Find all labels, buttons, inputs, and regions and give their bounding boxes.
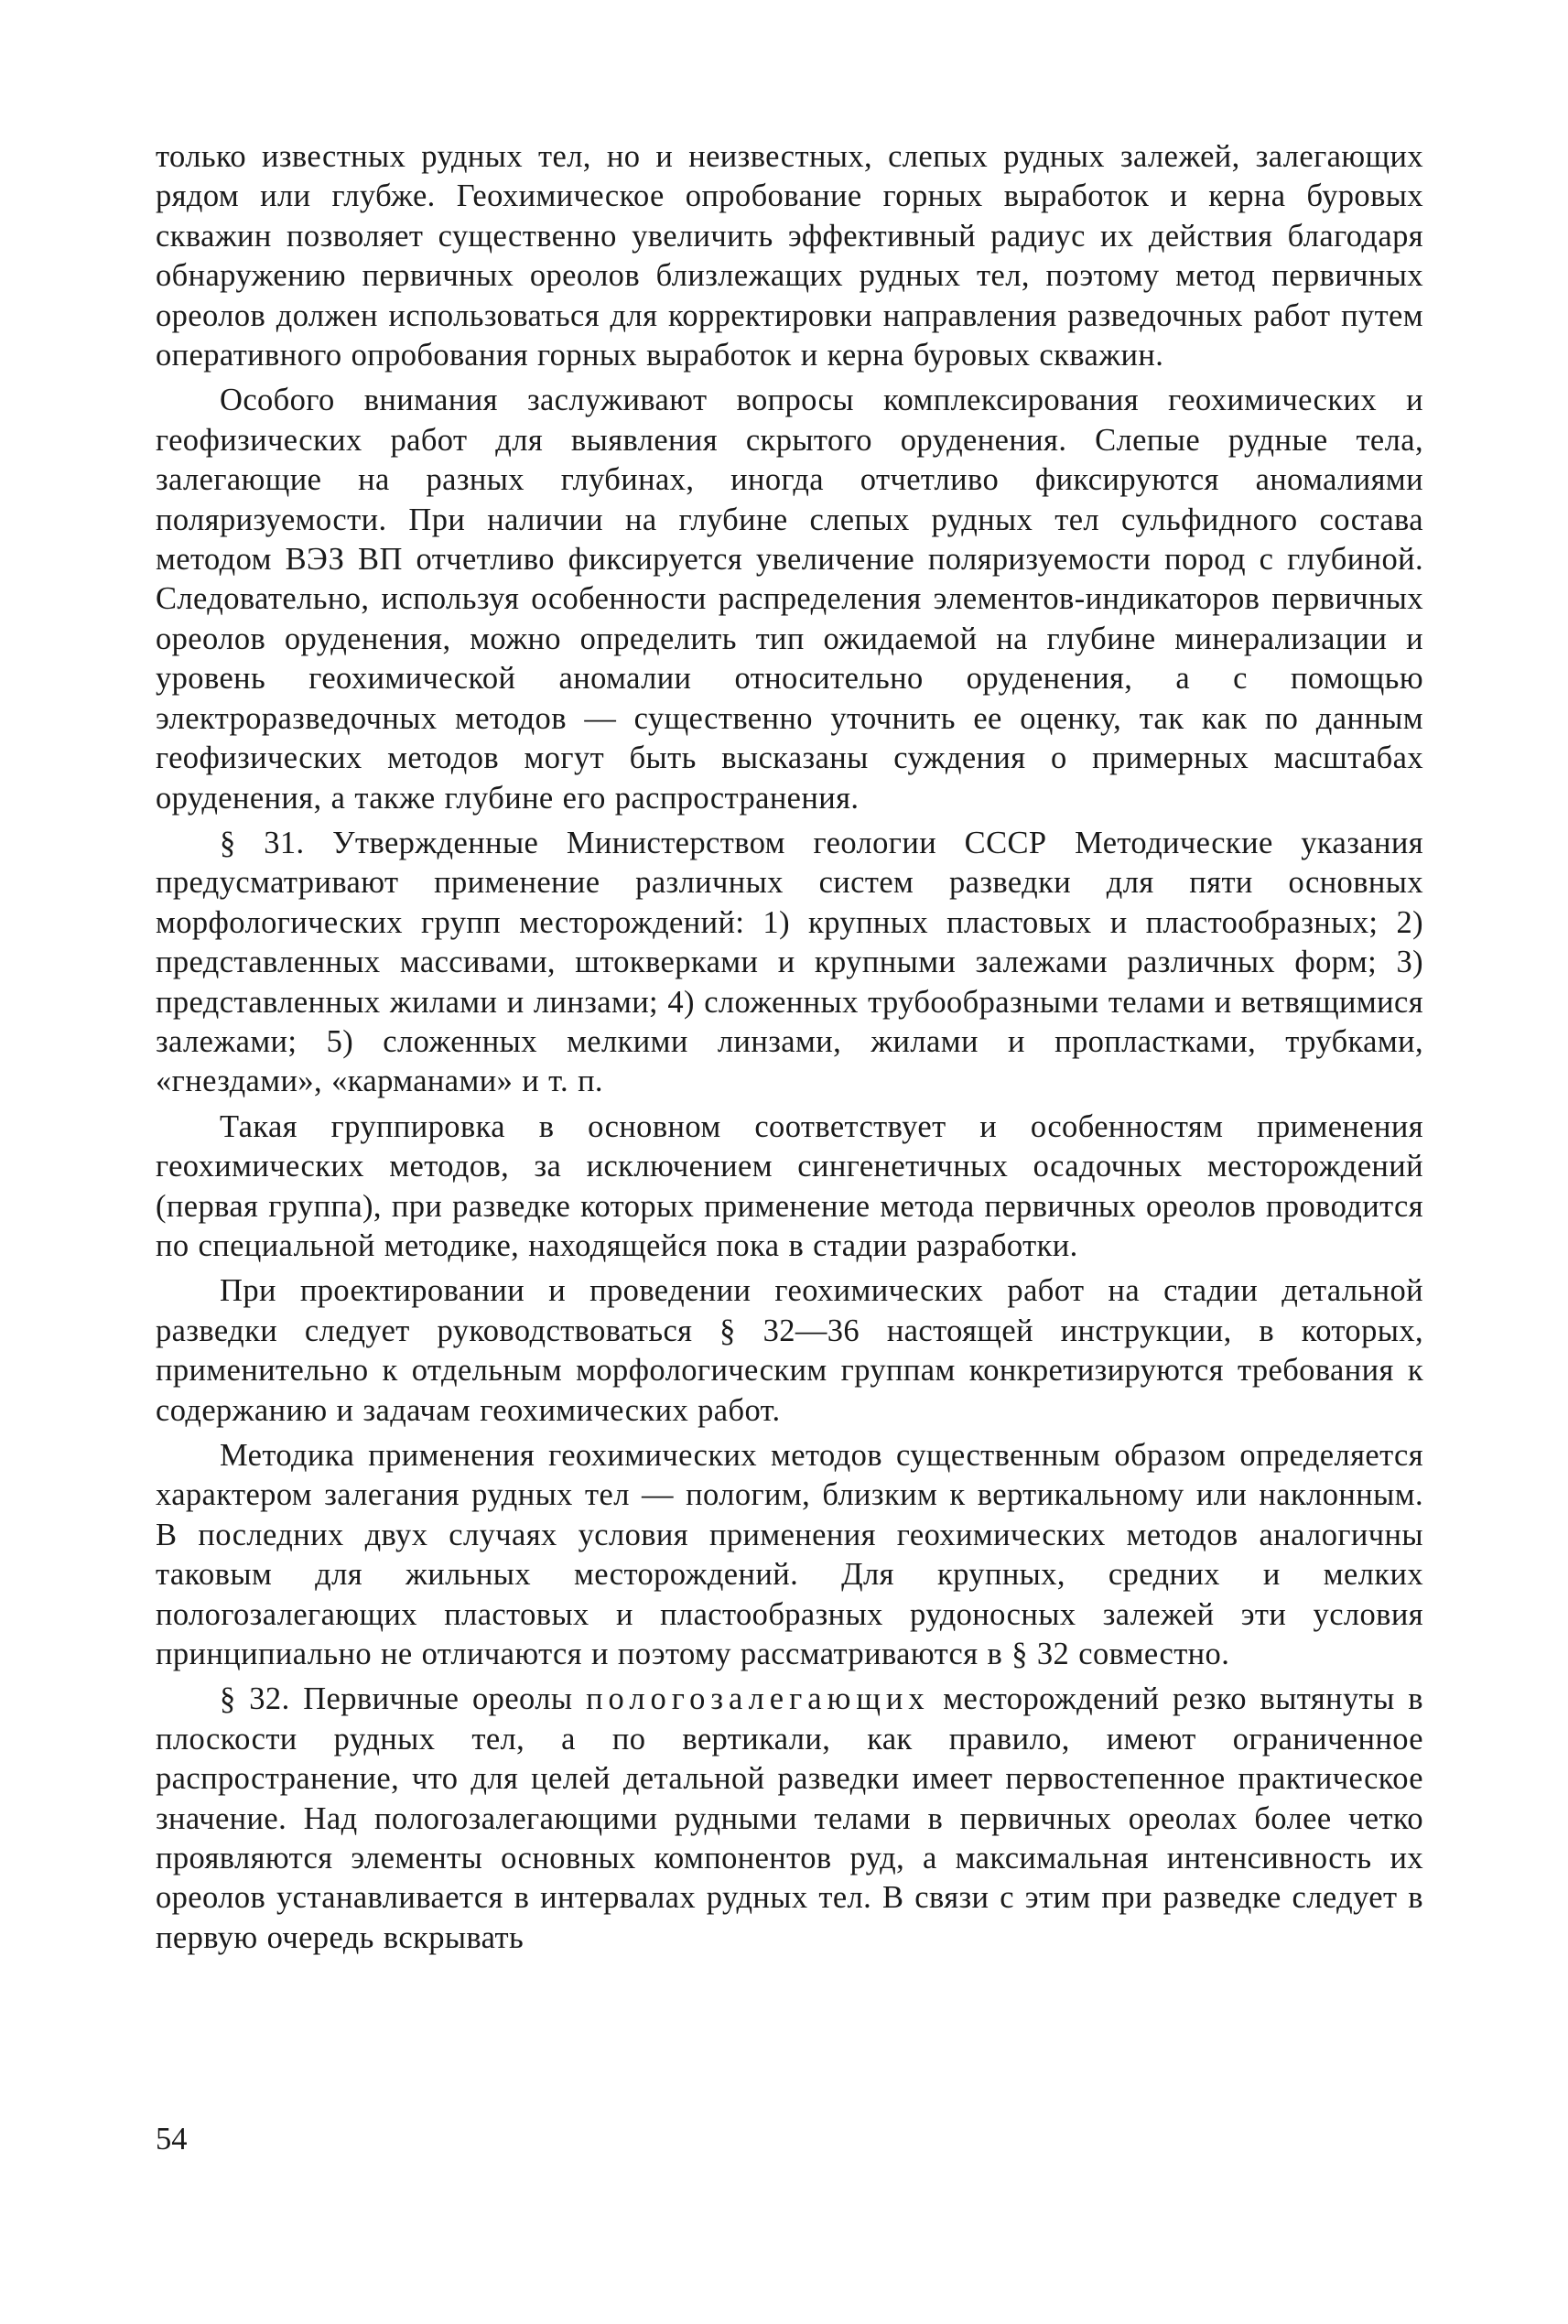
paragraph-methodology: Методика применения геохимических методов существенным образом определяется характером залегания рудных тел — пологим, близким к вертикальному или наклонным. В последних двух случаях условия применения геохимических методов аналогичны таковым для жильных месторождений. Для крупных, средних и мелких пологозалегающих пластовых и пластообразных рудоносных залежей эти условия принципиально не отличаются и поэтому рассматриваются в § 32 совместно. bbox=[156, 1438, 1423, 1672]
paragraph-integration-methods: Особого внимания заслуживают вопросы комплексирования геохимических и геофизических работ для выявления скрытого оруденения. Слепые рудные тела, залегающие на разных глубинах, иногда отчетливо фиксируются аномалиями поляризуемости. При наличии на глубине слепых рудных тел сульфидного состава методом ВЭЗ ВП отчетливо фиксируется увеличение поляризуемости пород с глубиной. Следовательно, используя особенности распределения элементов-индикаторов первичных ореолов оруденения, можно определить тип ожидаемой на глубине минерализации и уровень геохимической аномалии относительно оруденения, а с помощью электроразведочных методов — существенно уточнить ее оценку, так как по данным геофизических методов могут быть высказаны суждения о примерных масштабах оруденения, а также глубине его распространения. bbox=[156, 383, 1423, 816]
page-body bbox=[156, 137, 1423, 1963]
paragraph-section-31: § 31. Утвержденные Министерством геологии СССР Методические указания предусматривают применение различных систем разведки для пяти основных морфологических групп месторождений: 1) крупных пластовых и пластообразных; 2) представленных массивами, штокверками и крупными залежами различных форм; 3) представленных жилами и линзами; 4) сложенных трубообразными телами и ветвящимися залежами; 5) сложенных мелкими линзами, жилами и пропластками, трубками, «гнездами», «карманами» и т. п. bbox=[156, 825, 1423, 1099]
spaced-emphasis-term: пологозалегающих bbox=[586, 1681, 930, 1717]
paragraph-section-32 bbox=[156, 1680, 1423, 1958]
page-number: 54 bbox=[156, 2122, 188, 2156]
section-32-lead: § 32. Первичные ореолы bbox=[220, 1681, 587, 1717]
section-32-body: месторождений резко вытянуты в плоскости рудных тел, а по вертикали, как правило, имеют ограниченное распространение, что для целей детальной разведки имеет первостепенное практическое значение. Над пологозалегающими рудными телами в первичных ореолах более четко проявляются элементы основных компонентов руд, а максимальная интенсивность их ореолов устанавливается в интервалах рудных тел. В связи с этим при разведке следует в первую очередь вскрывать bbox=[156, 1681, 1423, 1955]
paragraph-continuation: только известных рудных тел, но и неизвестных, слепых рудных залежей, залегающих рядом или глубже. Геохимическое опробование горных выработок и керна буровых скважин позволяет существенно увеличить эффективный радиус их действия благодаря обнаружению первичных ореолов близлежащих рудных тел, поэтому метод первичных ореолов должен использоваться для корректировки направления разведочных работ путем оперативного опробования горных выработок и керна буровых скважин. bbox=[156, 139, 1423, 373]
paragraph-design-guidance: При проектировании и проведении геохимических работ на стадии детальной разведки следует руководствоваться § 32—36 настоящей инструкции, в которых, применительно к отдельным морфологическим группам конкретизируются требования к содержанию и задачам геохимических работ. bbox=[156, 1273, 1423, 1428]
paragraph-grouping: Такая группировка в основном соответствует и особенностям применения геохимических методов, за исключением сингенетичных осадочных месторождений (первая группа), при разведке которых применение метода первичных ореолов проводится по специальной методике, находящейся пока в стадии разработки. bbox=[156, 1108, 1423, 1263]
